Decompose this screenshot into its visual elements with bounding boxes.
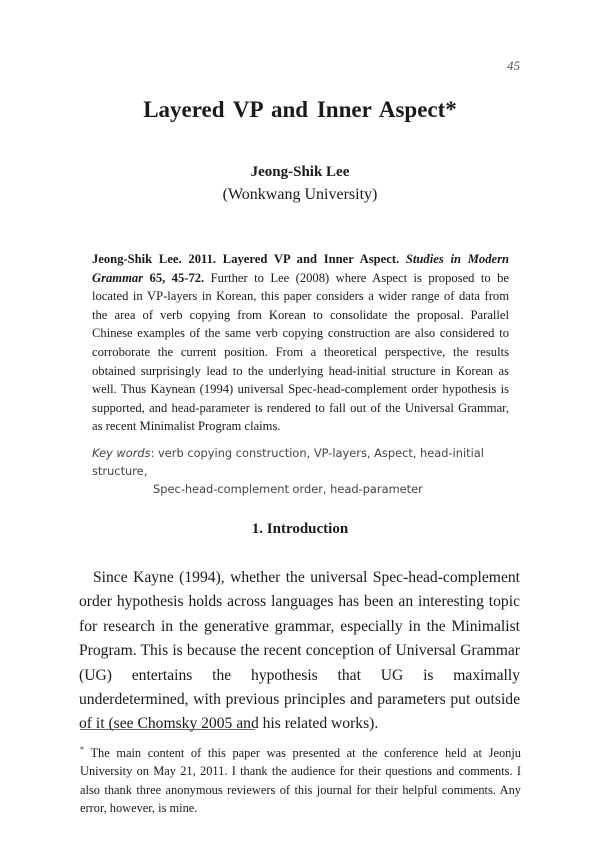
abstract-text: Further to Lee (2008) where Aspect is proposed to be located in VP-layers in Korean, this paper considers a wider range of data from the area of verb copying from Korean to consolidate the proposal. Parallel Chinese examples of the same verb copying construction are also considered to corroborate the current position. From a theoretical perspective, the results obtained surprisingly lead to the underlying head-initial structure in Korean as well. Thus Kaynean (1994) universal Spec-head-complement order hypothesis is supported, and head-parameter is rendered to fall out of the Universal Grammar, as recent Minimalist Program claims.	[92, 270, 509, 434]
footnote	[80, 741, 521, 817]
section-heading: 1. Introduction	[251, 521, 349, 537]
footnote-divider	[80, 729, 255, 730]
abstract-citation: Jeong-Shik Lee. 2011. Layered VP and Inner Aspect.	[92, 252, 400, 266]
author-affiliation: (Wonkwang University)	[222, 186, 378, 203]
abstract-journal: Studies in Modern Grammar	[92, 252, 509, 285]
keywords-line-2: Spec-head-complement order, head-parameter	[153, 482, 423, 496]
paper-title: Layered VP and Inner Aspect*	[143, 97, 457, 122]
keywords: Key words: verb copying construction, VP-layers, Aspect, head-initial structure, Spec-head-complement order, head-parameter	[92, 444, 522, 498]
body-paragraph: Since Kayne (1994), whether the universal Spec-head-complement order hypothesis holds across languages has been an interesting topic for research in the generative grammar, especially in the Minimalist Program. This is because the recent conception of Universal Grammar (UG) entertains the hypothesis that UG is maximally underdetermined, with previous principles and parameters put outside of it (see Chomsky 2005 and his related works).	[79, 569, 520, 733]
keywords-line-1: verb copying construction, VP-layers, Aspect, head-initial structure,	[92, 446, 484, 478]
author-name: Jeong-Shik Lee	[250, 164, 350, 180]
keywords-label: Key words	[92, 446, 151, 460]
page-number: 45	[507, 58, 520, 73]
abstract	[92, 250, 509, 436]
abstract-volume-pages: 65, 45-72.	[149, 270, 205, 285]
footnote-text: The main content of this paper was presented at the conference held at Jeonju University on May 21, 2011. I thank the audience for their questions and comments. I also thank three anonymous reviewers of this journal for their helpful comments. Any error, however, is mine.	[80, 746, 521, 815]
footnote-marker: *	[80, 745, 84, 754]
